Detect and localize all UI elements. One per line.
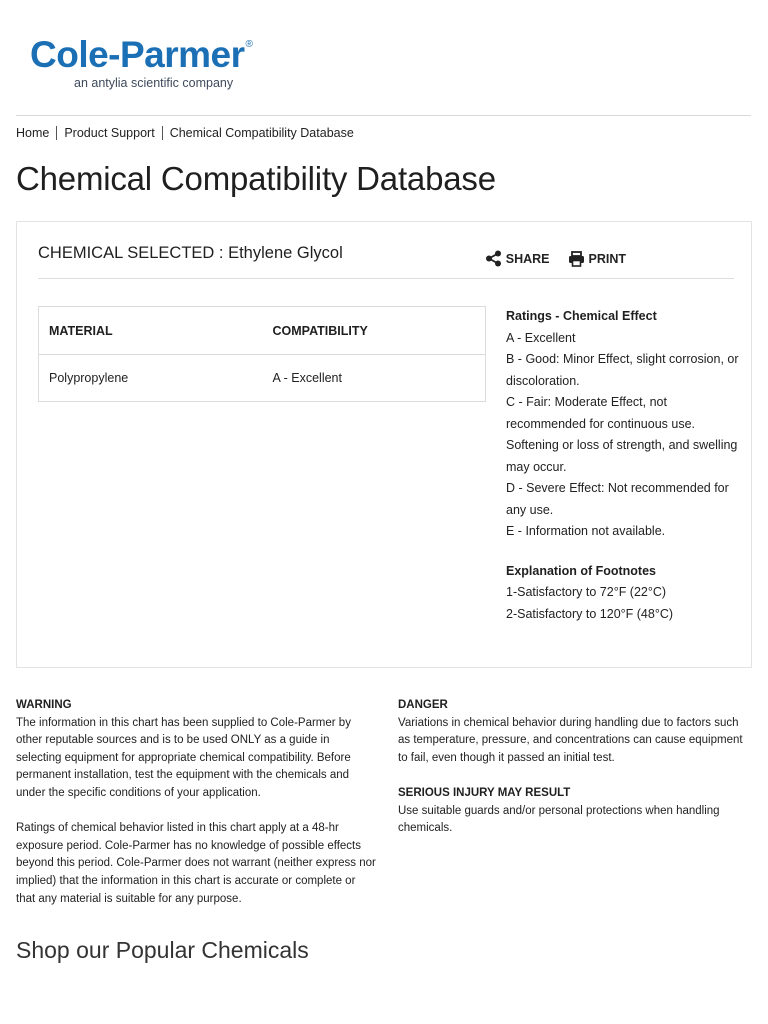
footnote-item: 2-Satisfactory to 120°F (48°C) — [506, 606, 674, 621]
footnote-item: 1-Satisfactory to 72°F (22°C) — [506, 585, 667, 599]
breadcrumb-separator — [56, 126, 57, 140]
card-actions — [485, 250, 626, 267]
column-header-compatibility: COMPATIBILITY — [263, 307, 486, 355]
rating-item: A - Excellent — [506, 330, 576, 345]
injury-paragraph: Use suitable guards and/or personal protections when handling chemicals. — [398, 804, 720, 835]
brand-logo[interactable] — [30, 36, 252, 90]
compatibility-cell: A - Excellent — [272, 371, 342, 385]
page-title: Chemical Compatibility Database — [16, 160, 496, 197]
card-divider — [38, 278, 734, 279]
danger-paragraph: Variations in chemical behavior during handling due to factors such as temperature, pressure, and concentrations can cause equipment to fail, even though it passed an initial test. — [398, 716, 743, 764]
rating-item: C - Fair: Moderate Effect, not recommended for continuous use. Softening or loss of strength, and swelling may occur. — [506, 395, 738, 474]
compatibility-table — [38, 306, 486, 402]
share-button[interactable] — [485, 250, 550, 267]
header-divider — [16, 115, 751, 116]
logo-wordmark: Cole-Parmer® — [30, 34, 253, 75]
footnotes-heading: Explanation of Footnotes — [506, 563, 656, 578]
breadcrumb-current[interactable]: Chemical Compatibility Database — [169, 126, 354, 140]
chemical-selected-label: CHEMICAL SELECTED : Ethylene Glycol — [38, 244, 343, 262]
logo-tagline: an antylia scientific company — [74, 76, 234, 90]
danger-heading: DANGER — [398, 699, 448, 711]
warning-heading: WARNING — [16, 699, 72, 711]
rating-item: D - Severe Effect: Not recommended for any use. — [506, 481, 729, 517]
breadcrumb — [16, 126, 354, 140]
print-button[interactable] — [568, 251, 627, 267]
print-icon — [568, 251, 585, 267]
warning-paragraph: The information in this chart has been supplied to Cole-Parmer by other reputable sources and is to be used ONLY as a guide in selecting equipment for appropriate chemical compatibility. Before permanent installation, test the equipment with the chemicals and under the specific conditions of your application. — [16, 716, 351, 799]
breadcrumb-home[interactable]: Home — [16, 126, 50, 140]
shop-section-title: Shop our Popular Chemicals — [16, 937, 309, 963]
breadcrumb-product-support[interactable]: Product Support — [64, 126, 155, 140]
warning-section — [16, 697, 376, 908]
share-icon — [485, 250, 502, 267]
rating-item: E - Information not available. — [506, 524, 666, 538]
ratings-legend — [506, 306, 741, 625]
table-row — [39, 355, 486, 402]
table-header-row — [39, 307, 486, 355]
injury-heading: SERIOUS INJURY MAY RESULT — [398, 786, 571, 799]
breadcrumb-separator — [162, 126, 163, 140]
material-cell: Polypropylene — [49, 371, 129, 385]
rating-item: B - Good: Minor Effect, slight corrosion, or discoloration. — [506, 352, 739, 388]
print-label: PRINT — [588, 251, 626, 266]
column-header-material: MATERIAL — [39, 307, 263, 355]
ratings-heading: Ratings - Chemical Effect — [506, 309, 657, 323]
share-label: SHARE — [505, 251, 550, 266]
compatibility-card — [16, 221, 752, 668]
danger-section — [398, 697, 752, 838]
warning-paragraph: Ratings of chemical behavior listed in this chart apply at a 48-hr exposure period. Cole-Parmer has no knowledge of possible effects beyond this period. Cole-Parmer does not warrant (neither express nor implied) that the information in this chart is accurate or complete or that any material is suitable for any purpose. — [16, 822, 376, 905]
